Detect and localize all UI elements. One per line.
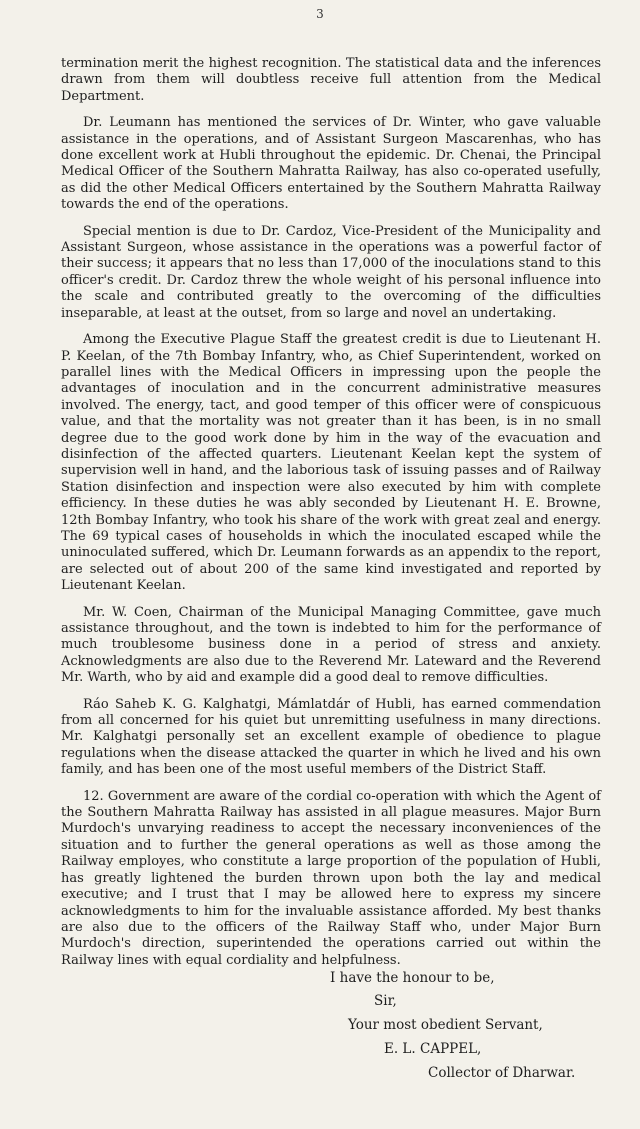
paragraph-railway: 12. Government are aware of the cordial co-operation with which the Agent of the Southern Mahratta Railway has assisted in all plague measures. Major Burn Murdoch's unvarying readiness to accept the necessary inconveniences of the situation and to further the general operations as well as those among the Railway employes, who constitute a large proportion of the population of Hubli, has greatly lightened the burden thrown upon both the lay and medical executive; and I trust that I may be allowed here to express my sincere acknowledgments to him for the invaluable assistance afforded. My best thanks are also due to the officers of the Railway Staff who, under Major Burn Murdoch's direction, superintended the operations carried out within the Railway lines with equal cordiality and helpfulness.: [61, 788, 601, 968]
paragraph-keelan: Among the Executive Plague Staff the greatest credit is due to Lieutenant H. P. Keelan, of the 7th Bombay Infantry, who, as Chief Superintendent, worked on parallel lines with the Medical Officers in impressing upon the people the advantages of inoculation and in the concurrent administrative measures involved. The energy, tact, and good temper of this officer were of conspicuous value, and that the mortality was not greater than it has been, is in no small degree due to the good work done by him in the way of the evacuation and disinfection of the affected quarters. Lieutenant Keelan kept the system of supervision well in hand, and the laborious task of issuing passes and of Railway Station disinfection and inspection were also executed by him with complete efficiency. In these duties he was ably seconded by Lieutenant H. E. Browne, 12th Bombay Infantry, who took his share of the work with great zeal and energy. The 69 typical cases of households in which the inoculated escaped while the uninoculated suffered, which Dr. Leumann forwards as an appendix to the report, are selected out of about 200 of the same kind investigated and reported by Lieutenant Keelan.: [61, 332, 601, 594]
closing-honour-line: I have the honour to be,: [330, 970, 495, 986]
signatory-title: Collector of Dharwar.: [428, 1065, 576, 1081]
paragraph-coen: Mr. W. Coen, Chairman of the Municipal Managing Committee, gave much assistance throughout, and the town is indebted to him for the performance of much troublesome business done in a period of stress and anxiety. Acknowledgments are also due to the Reverend Mr. Lateward and the Reverend Mr. Warth, who by aid and example did a good deal to remove difficulties.: [61, 604, 601, 686]
paragraph-kalghatgi: Ráo Saheb K. G. Kalghatgi, Mámlatdár of Hubli, has earned commendation from all concerned for his quiet but unremitting usefulness in many directions. Mr. Kalghatgi personally set an excellent example of obedience to plague regulations when the disease attacked the quarter in which he lived and his own family, and has been one of the most useful members of the District Staff.: [61, 696, 601, 778]
page-number: 3: [316, 7, 324, 21]
paragraph-cardoz: Special mention is due to Dr. Cardoz, Vice-President of the Municipality and Assistant Surgeon, whose assistance in the operations was a powerful factor of their success; it appears that no less than 17,000 of the inoculations stand to this officer's credit. Dr. Cardoz threw the whole weight of his personal influence into the scale and contributed greatly to the overcoming of the difficulties inseparable, at least at the outset, from so large and novel an undertaking.: [61, 223, 601, 321]
closing-servant-line: Your most obedient Servant,: [348, 1017, 543, 1033]
signatory-name: E. L. CAPPEL,: [384, 1041, 482, 1057]
paragraph-leumann-winter: Dr. Leumann has mentioned the services of Dr. Winter, who gave valuable assistance in the operations, and of Assistant Surgeon Mascarenhas, who has done excellent work at Hubli throughout the epidemic. Dr. Chenai, the Principal Medical Officer of the Southern Mahratta Railway, has also co-operated usefully, as did the other Medical Officers entertained by the Southern Mahratta Railway towards the end of the operations.: [61, 115, 601, 213]
closing-salutation: Sir,: [374, 993, 397, 1009]
paragraph-termination: termination merit the highest recognition. The statistical data and the inferences drawn from them will doubtless receive full attention from the Medical Department.: [61, 56, 601, 104]
